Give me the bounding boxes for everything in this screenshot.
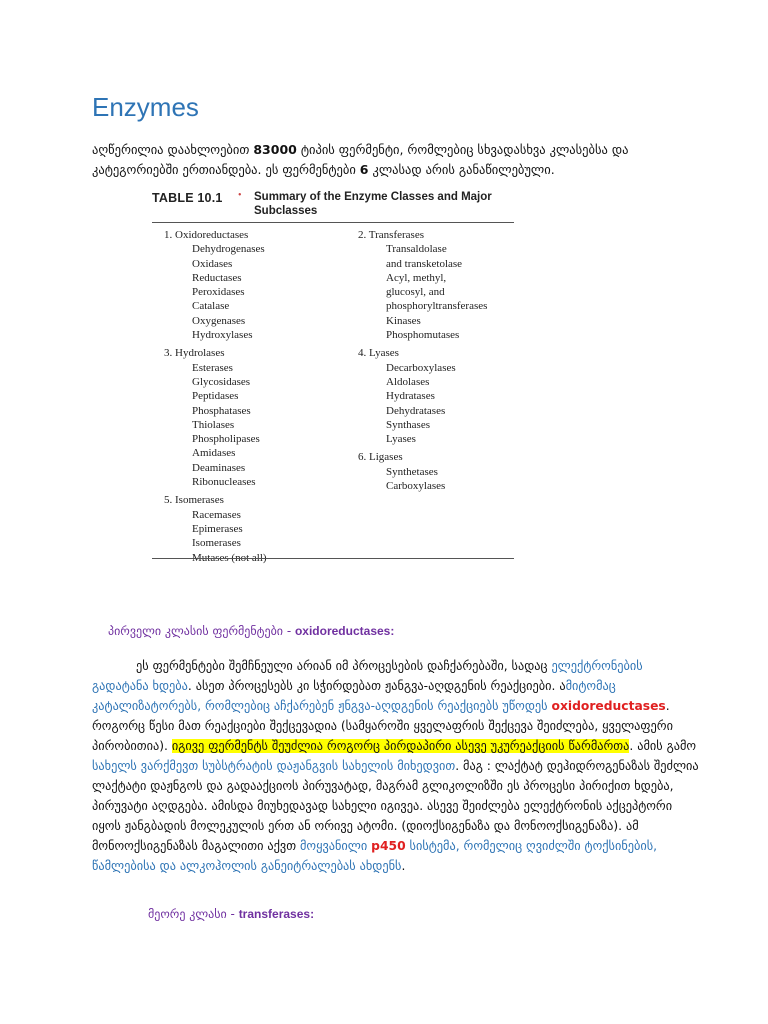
enzyme-subclass-label: Ribonucleases [192, 476, 256, 489]
body-text: . როგორც წესი მათ რეაქციები შექცევადია (სამყაროში ყველაფრის შექცევა შეიძლება, ყველაფერი პირობითია). [92, 699, 673, 753]
enzyme-subclass-label: Carboxylases [386, 480, 446, 493]
enzyme-subclass-label: Kinases [386, 314, 421, 327]
body-text: . [401, 859, 406, 873]
p450-term: p450 [371, 839, 406, 853]
table-left-column [164, 228, 267, 565]
enzyme-subclass-label: Isomerases [192, 537, 241, 550]
body-text-link: ელექტრონების გადატანა ხდება [92, 659, 643, 693]
enzyme-subclass-label: Thiolases [192, 418, 235, 431]
table-caption: Summary of the Enzyme Classes and Major Subclasses [254, 191, 492, 217]
enzyme-class-label: 5. Isomerases [164, 494, 224, 507]
enzyme-subclass-label: Racemases [192, 508, 241, 521]
section2-heading-ka: მეორე კლასი - [148, 907, 239, 921]
enzyme-subclass-label: Peptidases [192, 390, 239, 403]
enzyme-subclass-label: Dehydratases [386, 404, 446, 417]
body-text-link: მიტომაც კატალიზატორებს, რომლებიც აჩქარებენ ჟნგვა-აღდგენის რეაქციებს უწოდეს [92, 679, 616, 713]
enzyme-class-label: 3. Hydrolases [164, 347, 225, 360]
body-text-link: სისტემა, რომელიც ღვიძლში ტოქსინების, წამლებისა და ალკოჰოლის განეიტრალებას ახდენს [92, 839, 658, 873]
section2-heading [148, 907, 314, 921]
enzyme-subclass-label: glucosyl, and [386, 286, 445, 299]
intro-text: აღწერილია დაახლოებით [92, 142, 254, 157]
enzyme-subclass-label: Synthases [386, 418, 430, 431]
enzyme-subclass-label: Epimerases [192, 522, 243, 535]
section2-heading-en: transferases: [238, 907, 315, 921]
enzyme-subclass-label: and transketolase [386, 257, 463, 270]
enzyme-subclass-label: Glycosidases [192, 375, 251, 388]
body-text: . ასეთ პროცესებს კი სჭირდებათ ჟანგვა-აღდგენის რეაქციები. ა [187, 679, 566, 693]
section1-heading-ka: პირველი კლასის ფერმენტები - [108, 624, 295, 638]
enzyme-subclass-label: Lyases [386, 433, 416, 446]
table-top-rule [152, 222, 514, 223]
oxidoreductases-term: oxidoreductases [551, 699, 666, 713]
highlighted-text: იგივე ფერმენტს შეუძლია როგორც პირდაპირი ასევე უკურეაქციის წარმართა [171, 739, 630, 753]
enzyme-subclass-label: Transaldolase [386, 243, 447, 256]
page-title: Enzymes [92, 92, 199, 122]
enzyme-class-label: 2. Transferases [358, 229, 424, 241]
enzyme-subclass-label: Acyl, methyl, [386, 271, 447, 284]
section1-heading [108, 624, 394, 638]
enzyme-subclass-label: Deaminases [192, 461, 246, 474]
table-label: TABLE 10.1 [152, 191, 223, 205]
enzyme-subclass-label: phosphoryltransferases [386, 300, 488, 313]
intro-text: ტიპის ფერმენტი, რომლებიც სხვადასხვა კლასებსა და კატეგორიებში ერთიანდება. ეს ფერმენტები [92, 142, 629, 177]
intro-paragraph [92, 140, 692, 180]
body-text-link: მოყვანილი [299, 839, 372, 853]
table-bullet: • [238, 190, 242, 201]
enzyme-subclass-label: Decarboxylases [386, 361, 456, 374]
enzyme-subclass-label: Peroxidases [192, 286, 245, 299]
enzyme-subclass-label: Mutases (not all) [192, 551, 267, 564]
enzyme-subclass-label: Reductases [192, 271, 242, 284]
enzyme-subclass-label: Catalase [192, 300, 230, 313]
enzyme-subclass-label: Oxygenases [192, 314, 246, 327]
enzyme-subclass-label: Hydratases [386, 390, 435, 403]
enzyme-subclass-label: Oxidases [192, 257, 233, 270]
enzyme-subclass-label: Phospholipases [192, 433, 260, 446]
body-text-link: სახელს ვარქმევთ სუბსტრატის დაჟანგვის სახელის მიხედვით [92, 759, 456, 773]
enzyme-classes-table-image [152, 186, 524, 564]
class-count: 6 [359, 162, 369, 177]
enzyme-subclass-label: Hydroxylases [192, 329, 253, 342]
table-right-column [358, 228, 487, 493]
enzyme-subclass-label: Phosphatases [192, 404, 251, 417]
enzyme-subclass-label: Synthetases [386, 465, 438, 478]
enzyme-count: 83000 [253, 142, 297, 157]
table-bottom-rule [152, 558, 514, 559]
enzyme-subclass-label: Esterases [192, 361, 233, 374]
section1-heading-en: oxidoreductases: [294, 624, 395, 638]
table-header [152, 186, 524, 222]
body-text: . ამის გამო [629, 739, 697, 753]
enzyme-subclass-label: Aldolases [386, 375, 430, 388]
enzyme-class-label: 1. Oxidoreductases [164, 229, 249, 241]
intro-text: კლასად არის განაწილებული. [368, 162, 555, 177]
body-text: . მაგ : ლაქტატ დეჰიდროგენაზას შეძლია ლაქტატი დაჟნგოს და გადააქციოს პირუვატად, მაგრამ გლიკოლიზში ეს პროცესი პირიქით ხდება, პირუვატი აღდგება. ამისდა მიუხედავად სახელი იგივეა. ასევე შეიძლება ელექტრონის აქცეპტორი იყოს ჟანგბადის მოლეკულის ერთ ან ორივე ატომი. (დიოქსიგენაზა და მონოოქსიგენაზა). ამ მონოოქსიგენაზას მაგალითი აქვთ [92, 759, 699, 853]
section1-body [92, 656, 702, 876]
enzyme-subclass-label: Dehydrogenases [192, 243, 265, 256]
body-text: ეს ფერმენტები შემჩნეული არიან იმ პროცესების დაჩქარებაში, სადაც [136, 659, 552, 673]
enzyme-subclass-label: Amidases [192, 447, 236, 460]
enzyme-class-label: 4. Lyases [358, 347, 399, 360]
enzyme-subclass-label: Phosphomutases [386, 329, 460, 342]
enzyme-class-label: 6. Ligases [358, 451, 403, 464]
